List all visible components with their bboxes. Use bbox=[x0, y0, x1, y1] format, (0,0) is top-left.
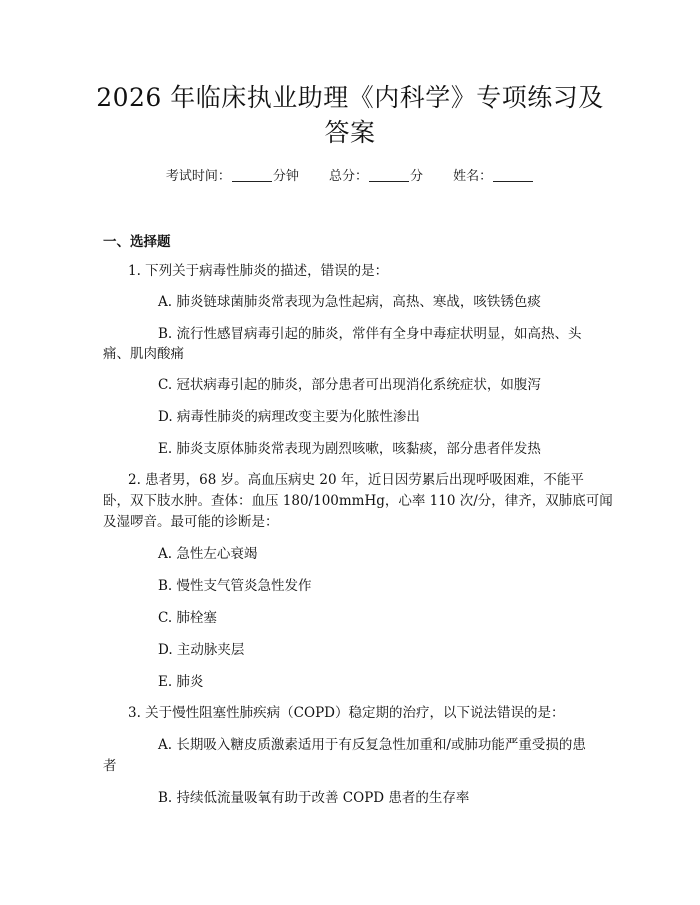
question-1-option-b-cont: 痛、肌肉酸痛 bbox=[103, 346, 184, 362]
question-3-option-a: A. 长期吸入糖皮质激素适用于有反复急性加重和/或肺功能严重受损的患 bbox=[158, 737, 586, 753]
question-1-option-e: E. 肺炎支原体肺炎常表现为剧烈咳嗽，咳黏痰，部分患者伴发热 bbox=[158, 441, 541, 457]
total-score-label: 总分： bbox=[328, 169, 368, 184]
question-3-stem: 3. 关于慢性阻塞性肺疾病（COPD）稳定期的治疗，以下说法错误的是： bbox=[128, 705, 565, 721]
exam-info-bar bbox=[0, 168, 700, 186]
exam-time-blank[interactable] bbox=[232, 169, 272, 182]
question-2-option-c: C. 肺栓塞 bbox=[158, 610, 217, 626]
question-2-option-a: A. 急性左心衰竭 bbox=[158, 546, 258, 562]
question-1-option-b: B. 流行性感冒病毒引起的肺炎，常伴有全身中毒症状明显，如高热、头 bbox=[158, 326, 582, 342]
question-2-option-d: D. 主动脉夹层 bbox=[158, 642, 245, 658]
question-1-stem: 1. 下列关于病毒性肺炎的描述，错误的是： bbox=[128, 263, 389, 279]
title-line-2: 答案 bbox=[324, 118, 376, 147]
question-2-stem-line-3: 及湿啰音。最可能的诊断是： bbox=[103, 514, 279, 530]
question-2-option-e: E. 肺炎 bbox=[158, 674, 204, 690]
student-name-blank[interactable] bbox=[493, 169, 533, 182]
question-3-option-b: B. 持续低流量吸氧有助于改善 COPD 患者的生存率 bbox=[158, 790, 470, 806]
exam-time-unit: 分钟 bbox=[272, 169, 299, 184]
total-score-blank[interactable] bbox=[369, 169, 409, 182]
title-line-1: 2026 年临床执业助理《内科学》专项练习及 bbox=[96, 83, 604, 112]
question-2-stem-line-1: 2. 患者男，68 岁。高血压病史 20 年，近日因劳累后出现呼吸困难，不能平 bbox=[128, 472, 584, 488]
exam-time bbox=[166, 168, 299, 186]
question-3-option-a-cont: 者 bbox=[103, 758, 117, 774]
question-2-option-b: B. 慢性支气管炎急性发作 bbox=[158, 578, 312, 594]
total-score-unit: 分 bbox=[410, 169, 424, 184]
question-1-option-a: A. 肺炎链球菌肺炎常表现为急性起病，高热、寒战，咳铁锈色痰 bbox=[158, 294, 541, 310]
student-name bbox=[453, 168, 534, 186]
student-name-label: 姓名： bbox=[453, 169, 493, 184]
exam-time-label: 考试时间： bbox=[165, 169, 231, 184]
question-1-option-d: D. 病毒性肺炎的病理改变主要为化脓性渗出 bbox=[158, 409, 420, 425]
question-1-option-c: C. 冠状病毒引起的肺炎，部分患者可出现消化系统症状，如腹泻 bbox=[158, 377, 541, 393]
question-2-stem-line-2: 卧，双下肢水肿。查体：血压 180/100mmHg，心率 110 次/分，律齐，双肺底可闻 bbox=[103, 493, 613, 509]
document-title bbox=[95, 80, 605, 150]
section-heading: 一、选择题 bbox=[103, 234, 171, 250]
total-score bbox=[329, 168, 423, 186]
